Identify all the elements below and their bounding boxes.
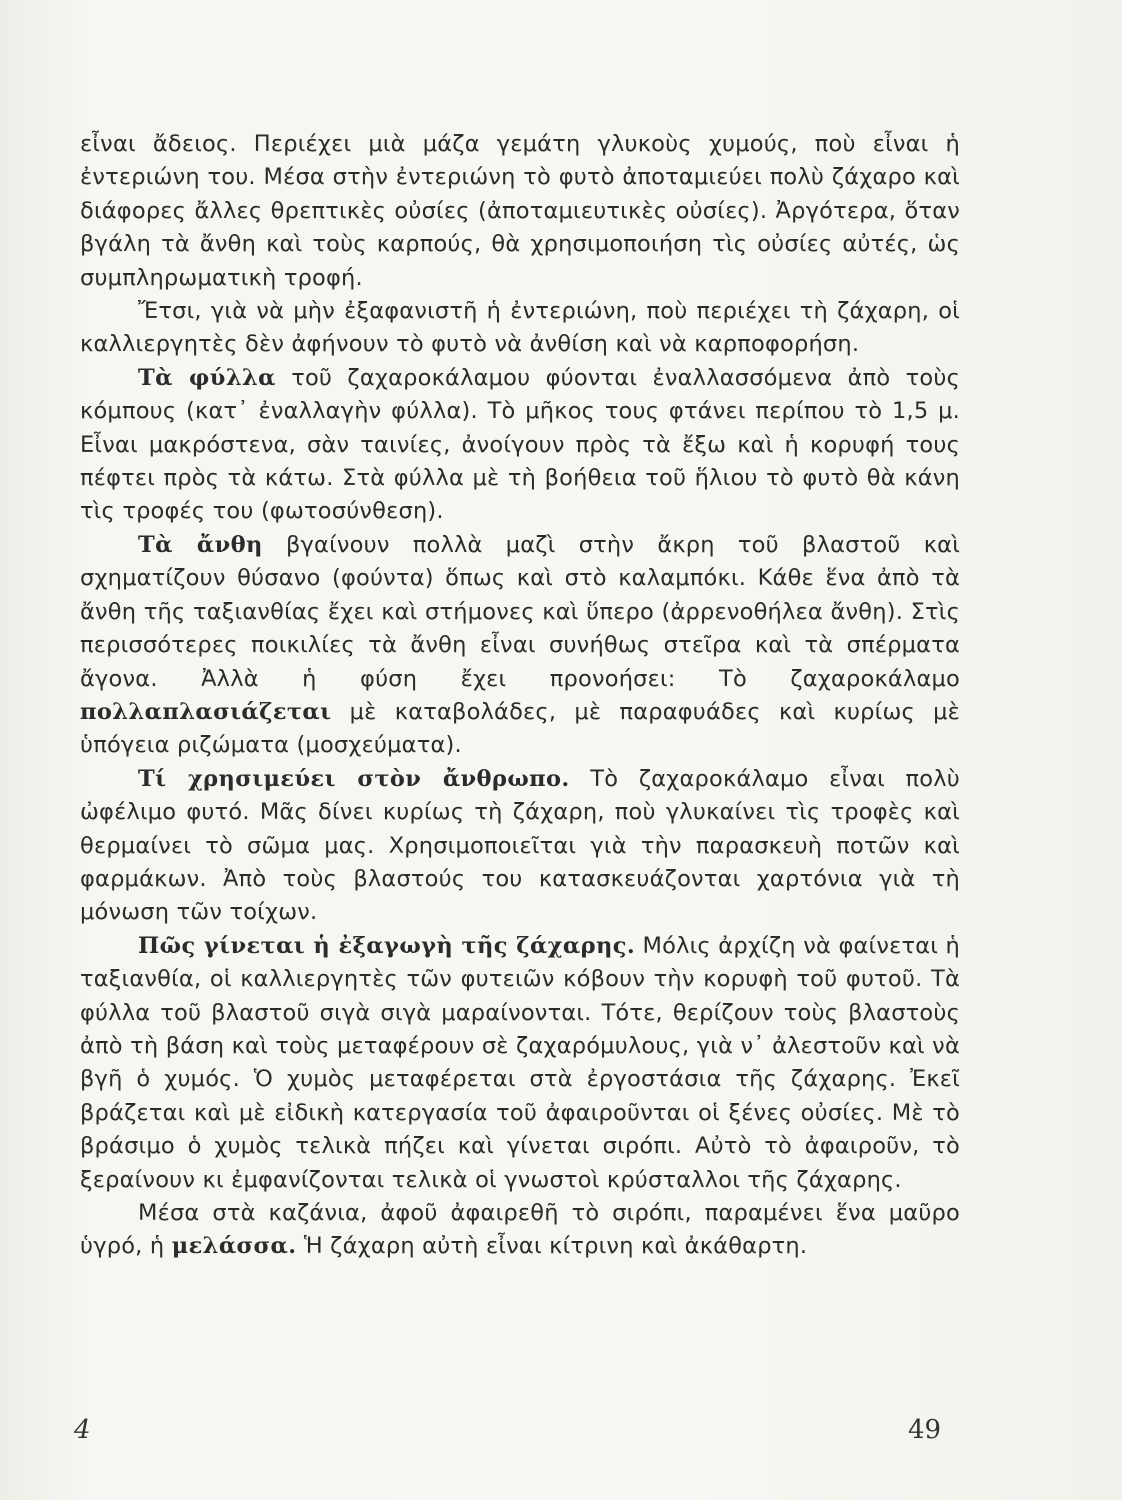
page-number: 49 bbox=[908, 1415, 942, 1445]
paragraph bbox=[80, 128, 960, 295]
paragraph-text: μὲ καταβολάδες, μὲ παραφυάδες καὶ κυρίως μὲ ὑπόγεια ριζώματα (μοσχεύματα). bbox=[80, 698, 960, 759]
section-heading: Τὰ ἄνθη bbox=[138, 531, 263, 558]
paragraph-text: Μέσα στὰ καζάνια, ἀφοῦ ἀφαιρεθῆ τὸ σιρόπι, παραμένει ἕνα μαῦρο ὑγρό, ἡ bbox=[80, 1200, 960, 1260]
paragraph bbox=[80, 1197, 960, 1264]
paragraph bbox=[80, 529, 960, 763]
paragraph bbox=[80, 930, 960, 1197]
emphasis-word: πολλαπλασιάζεται bbox=[80, 698, 332, 725]
section-heading: Τί χρησιμεύει στὸν ἄνθρωπο. bbox=[138, 765, 570, 792]
body-text bbox=[80, 128, 960, 1264]
paragraph-text: Μόλις ἀρχίζη νὰ φαίνεται ἡ ταξιανθία, οἱ καλλιεργητὲς τῶν φυτειῶν κόβουν τὴν κορυφὴ τοῦ φυτοῦ. Τὰ φύλλα τοῦ βλαστοῦ σιγὰ σιγὰ μαραίνονται. Τότε, θερίζουν τοὺς βλαστοὺς ἀπὸ τὴ βάση καὶ τοὺς μεταφέρουν σὲ ζαχαρόμυλους, γιὰ ν᾽ ἀλεστοῦν καὶ νὰ βγῆ ὁ χυμός. Ὁ χυμὸς μεταφέρεται στὰ ἐργοστάσια τῆς ζάχαρης. Ἐκεῖ βράζεται καὶ μὲ εἰδικὴ κατεργασία τοῦ ἀφαιροῦνται οἱ ξένες οὐσίες. Μὲ τὸ βράσιμο ὁ χυμὸς τελικὰ πήζει καὶ γίνεται σιρόπι. Αὐτὸ τὸ ἀφαιροῦν, τὸ ξεραίνουν κι ἐμφανίζονται τελικὰ οἱ γνωστοὶ κρύσταλλοι τῆς ζάχαρης. bbox=[80, 932, 960, 1193]
paragraph bbox=[80, 763, 960, 930]
paragraph-text: Ἔτσι, γιὰ νὰ μὴν ἐξαφανιστῆ ἡ ἐντεριώνη, ποὺ περιέχει τὴ ζάχαρη, οἱ καλλιεργητὲς δὲν ἀφήνουν τὸ φυτὸ νὰ ἀνθίση καὶ νὰ καρποφορήση. bbox=[80, 298, 960, 358]
emphasis-word: μελάσσα. bbox=[171, 1233, 297, 1260]
section-heading: Τὰ φύλλα bbox=[138, 364, 276, 391]
paragraph-text: βγαίνουν πολλὰ μαζὶ στὴν ἄκρη τοῦ βλαστοῦ καὶ σχηματίζουν θύσανο (φούντα) ὅπως καὶ στὸ καλαμπόκι. Κάθε ἕνα ἀπὸ τὰ ἄνθη τῆς ταξιανθίας ἔχει καὶ στήμονες καὶ ὕπερο (ἀρρενοθήλεα ἄνθη). Στὶς περισσότερες ποικιλίες τὰ ἄνθη εἶναι συνήθως στεῖρα καὶ τὰ σπέρματα ἄγονα. Ἀλλὰ ἡ φύση ἔχει προνοήσει: Τὸ ζαχαροκάλαμο bbox=[80, 531, 961, 692]
signature-mark: 4 bbox=[74, 1415, 91, 1445]
paragraph-text: Ἡ ζάχαρη αὐτὴ εἶναι κίτρινη καὶ ἀκάθαρτη. bbox=[296, 1233, 808, 1260]
paragraph-text: τοῦ ζαχαροκάλαμου φύονται ἐναλλασσόμενα ἀπὸ τοὺς κόμπους (κατ᾽ ἐναλλαγὴν φύλλα). Τὸ μῆκος τους φτάνει περίπου τὸ 1,5 μ. Εἶναι μακρόστενα, σὰν ταινίες, ἀνοίγουν πρὸς τὰ ἔξω καὶ ἡ κορυφή τους πέφτει πρὸς τὰ κάτω. Στὰ φύλλα μὲ τὴ βοήθεια τοῦ ἥλιου τὸ φυτὸ θὰ κάνη τὶς τροφές του (φωτοσύνθεση). bbox=[80, 364, 960, 525]
paragraph-text: Τὸ ζαχαροκάλαμο εἶναι πολὺ ὠφέλιμο φυτό. Μᾶς δίνει κυρίως τὴ ζάχαρη, ποὺ γλυκαίνει τὶς τροφὲς καὶ θερμαίνει τὸ σῶμα μας. Χρησιμοποιεῖται γιὰ τὴν παρασκευὴ ποτῶν καὶ φαρμάκων. Ἀπὸ τοὺς βλαστούς του κατασκευάζονται χαρτόνια γιὰ τὴ μόνωση τῶν τοίχων. bbox=[80, 765, 960, 926]
paragraph-text: εἶναι ἄδειος. Περιέχει μιὰ μάζα γεμάτη γλυκοὺς χυμούς, ποὺ εἶναι ἡ ἐντεριώνη του. Μέσα στὴν ἐντεριώνη τὸ φυτὸ ἀποταμιεύει πολὺ ζάχαρο καὶ διάφορες ἄλλες θρεπτικὲς οὐσίες (ἀποταμιευτικὲς οὐσίες). Ἀργότερα, ὅταν βγάλη τὰ ἄνθη καὶ τοὺς καρπούς, θὰ χρησιμοποιήση τὶς οὐσίες αὐτές, ὡς συμπληρωματικὴ τροφή. bbox=[80, 131, 960, 291]
section-heading: Πῶς γίνεται ἡ ἐξαγωγὴ τῆς ζάχαρης. bbox=[138, 932, 636, 959]
paragraph bbox=[80, 362, 960, 529]
paragraph bbox=[80, 295, 960, 362]
